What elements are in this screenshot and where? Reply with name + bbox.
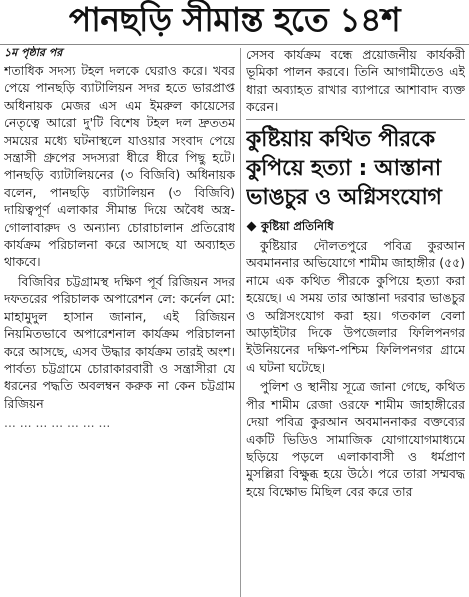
right-paragraph-1: কুষ্টিয়ার দৌলতপুরে পবিত্র কুরআন অবমাননার অভিযোগে শামীম জাহাঙ্গীর (৫৫) নামে এক কথিত পীরকে কুপিয়ে হত্যা করা হয়েছে। এ সময় তার আস্তানা দরবার ভাঙচুর ও অগ্নিসংযোগ করা হয়। গতকাল বেলা আড়াইটার দিকে উপজেলার ফিলিপনগর ইউনিয়নের দক্ষিণ-পশ্চিম ফিলিপনগর গ্রামে এ ঘটনা ঘটেছে। [246,238,465,375]
byline-text: কুষ্টিয়া প্রতিনিধি [261,218,334,233]
byline [246,218,465,235]
column-divider [240,48,241,597]
article-separator [246,119,465,120]
left-paragraph-2: বিজিবির চট্টগ্রামস্থ দক্ষিণ পূর্ব রিজিয়ন সদর দফতরের পরিচালক অপারেশন লে: কর্নেল মো: মাহামুদুল হাসান জানান, এই রিজিয়ন নিয়মিতভাবে অপারেশনাল কার্যক্রম পরিচালনা করে আসছে, এসব উদ্ধার কার্যক্রম তারই অংশ। পার্বত্য চট্টগ্রামে চোরাকারবারী ও সন্ত্রাসীরা যে ধরনের পদ্ধতি অবলম্বন করুক না কেন চট্টগ্রাম রিজিয়ন [4,273,235,411]
left-cutoff-line: ... ... ... ... ... ... ... [4,415,111,431]
left-paragraph-1: শতাধিক সদস্য টহল দলকে ঘেরাও করে। খবর পেয়ে পানছড়ি ব্যাটালিয়ন সদর হতে ভারপ্রাপ্ত অধিনায়ক মেজর এস এম ইমরুল কায়েসের নেতৃত্বে আরো দু'টি বিশেষ টহল দল দ্রুততম সময়ের মধ্যে ঘটনাস্থলে যাওয়ার সংবাদ পেয়ে সন্ত্রাসী গ্রুপের সদস্যরা ধীরে ধীরে পিছু হটে। পানছড়ি ব্যাটালিয়নের (৩ বিজিবি) অধিনায়ক বলেন, পানছড়ি ব্যাটালিয়ন (৩ বিজিবি) দায়িত্বপূর্ণ এলাকার সীমান্ত দিয়ে অবৈধ অস্ত্র-গোলাবারুদ ও অন্যান্য চোরাচালান প্রতিরোধ কার্যক্রম পরিচালনা করে আসছে যা অব্যাহত থাকবে। [4,63,235,270]
right-column [246,46,465,597]
continued-label: ১ম পৃষ্ঠার পর [4,46,63,59]
left-column [4,46,235,597]
article-heading: কুষ্টিয়ায় কথিত পীরকে কুপিয়ে হত্যা : আস্তানা ভাঙচুর ও অগ্নিসংযোগ [246,126,442,210]
right-top-paragraph: সেসব কার্যক্রম বন্ধে প্রয়োজনীয় কার্যকরী ভূমিকা পালন করবে। তিনি আগামীতেও এই ধারা অব্যাহত রাখার ব্যাপারে আশাবাদ ব্যক্ত করেন। [246,47,465,115]
bullet-icon [247,221,257,231]
right-paragraph-2: পুলিশ ও স্থানীয় সূত্রে জানা গেছে, কথিত পীর শামীম রেজা ওরফে শামীম জাহাঙ্গীরের দেয়া পবিত্র কুরআন অবমাননাকর বক্তব্যের একটি ভিডিও সামাজিক যোগাযোগমাধ্যমে ছড়িয়ে পড়লে এলাকাবাসী ও ধর্মপ্রাণ মুসল্লিরা বিক্ষুব্ধ হয়ে উঠে। পরে তারা সম্মবদ্ধ হয়ে বিক্ষোভ মিছিল বের করে তার [246,379,465,499]
headline: পানছড়ি সীমান্ত হতে ১৪শ [0,0,469,45]
